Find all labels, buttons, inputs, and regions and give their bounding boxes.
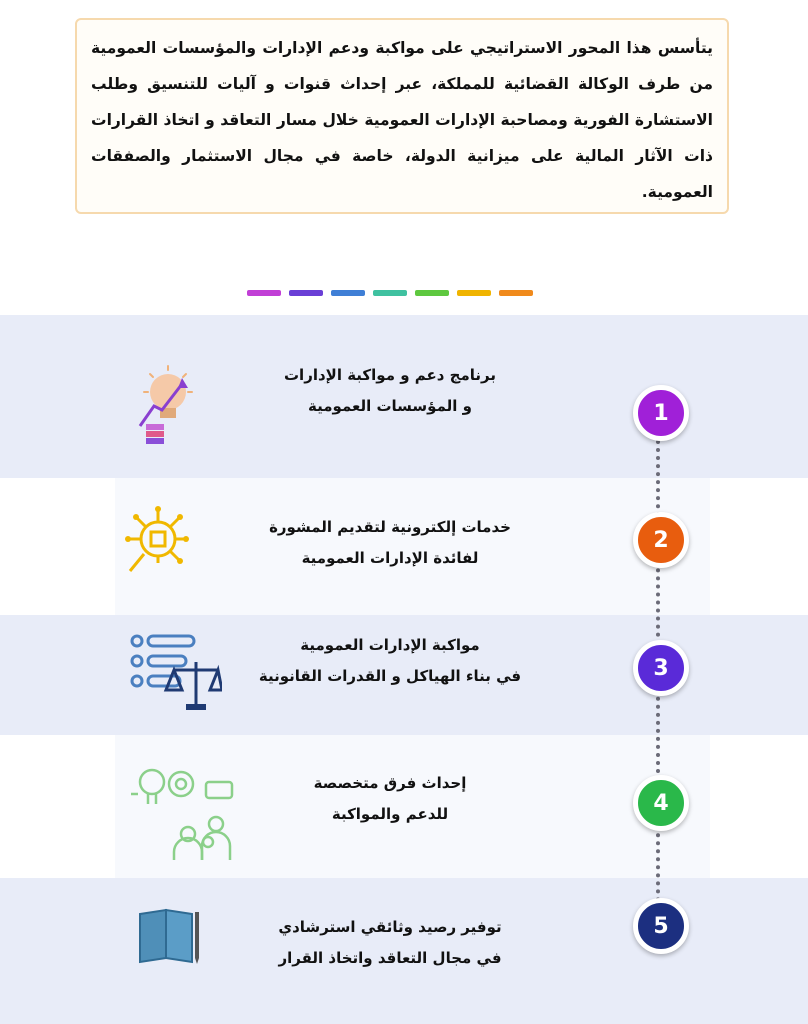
step-title-line2: في بناء الهياكل و القدرات القانونية <box>258 667 522 685</box>
intro-paragraph: يتأسس هذا المحور الاستراتيجي على مواكبة ودعم الإدارات والمؤسسات العمومية من طرف الوكالة القضائية للمملكة، عبر إحداث قنوات و آليات للتنسيق وطلب الاستشارة الفورية ومصاحبة الإدارات العمومية خلال مسار التعاقد و اتخاذ القرارات ذات الآثار المالية على ميزانية الدولة، خاصة في مجال الاستثمار والصفقات العمومية. <box>91 39 713 201</box>
divider-segment <box>415 290 449 296</box>
step-title <box>255 360 525 422</box>
divider-segment <box>289 290 323 296</box>
step-title-line2: لفائدة الإدارات العمومية <box>301 549 479 567</box>
step-title-line2: للدعم والمواكبة <box>331 805 449 823</box>
step-title <box>255 630 525 692</box>
step-number-badge: 1 <box>633 385 689 441</box>
divider-segment <box>331 290 365 296</box>
step-title-line1: إحداث فرق متخصصة <box>313 774 467 792</box>
step-title-line1: توفير رصيد وثائقي استرشادي <box>278 918 502 936</box>
step-title <box>255 912 525 974</box>
divider-segment <box>373 290 407 296</box>
step-number-badge: 2 <box>633 512 689 568</box>
step-number-badge: 5 <box>633 898 689 954</box>
step-title-line2: في مجال التعاقد واتخاذ القرار <box>278 949 502 967</box>
step-title-line1: برنامج دعم و مواكبة الإدارات <box>283 366 497 384</box>
justice-scales-list-icon <box>130 632 222 714</box>
step-title-line1: خدمات إلكترونية لتقديم المشورة <box>269 518 511 536</box>
digital-chip-search-icon <box>124 505 190 579</box>
lightbulb-growth-icon <box>132 362 196 446</box>
divider-segment <box>499 290 533 296</box>
step-title-line1: مواكبة الإدارات العمومية <box>300 636 480 654</box>
step-number-badge: 3 <box>633 640 689 696</box>
step-title <box>255 512 525 574</box>
step-number-badge: 4 <box>633 775 689 831</box>
team-ideas-gears-icon <box>126 760 240 864</box>
divider-segment <box>457 290 491 296</box>
step-title <box>255 768 525 830</box>
step-title-line2: و المؤسسات العمومية <box>308 397 472 415</box>
divider-segment <box>247 290 281 296</box>
open-book-pen-icon <box>136 906 202 968</box>
intro-box <box>75 18 729 214</box>
